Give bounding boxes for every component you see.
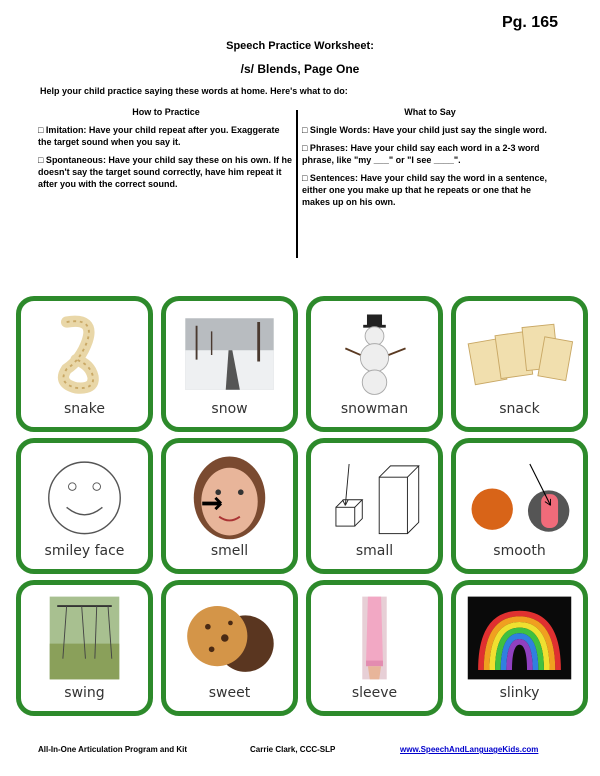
word-card bbox=[451, 580, 588, 716]
instruction-phrases: □ Phrases: Have your child say each word in a 2-3 word phrase, like "my ___" or "I see ____". bbox=[302, 143, 540, 165]
picture-card-grid bbox=[16, 296, 588, 716]
what-to-say-heading: What to Say bbox=[404, 107, 456, 117]
instruction-imitation: □ Imitation: Have your child repeat after you. Exaggerate the target sound when you say it. bbox=[38, 125, 280, 147]
worksheet-subtitle: /s/ Blends, Page One bbox=[240, 62, 360, 76]
word-label: snake bbox=[64, 401, 105, 417]
word-card bbox=[451, 296, 588, 432]
column-divider bbox=[296, 110, 298, 258]
word-label: sweet bbox=[208, 685, 251, 701]
smooth-ball-picture bbox=[464, 451, 575, 541]
word-label: small bbox=[355, 543, 394, 559]
footer-website-link[interactable]: www.SpeechAndLanguageKids.com bbox=[400, 745, 539, 754]
smiley-face-picture bbox=[29, 451, 140, 541]
small-box-picture bbox=[319, 451, 430, 541]
instruction-single-words: □ Single Words: Have your child just say the single word. bbox=[302, 125, 547, 135]
word-card bbox=[306, 438, 443, 574]
slinky-picture bbox=[464, 593, 575, 683]
word-label: slinky bbox=[499, 685, 540, 701]
word-card bbox=[306, 296, 443, 432]
word-label: snow bbox=[211, 401, 248, 417]
sleeve-picture bbox=[319, 593, 430, 683]
word-label: sleeve bbox=[351, 685, 398, 701]
how-to-practice-column bbox=[38, 106, 294, 196]
word-label: swing bbox=[64, 685, 105, 701]
word-label: snack bbox=[499, 401, 540, 417]
word-card bbox=[16, 296, 153, 432]
intro-text: Help your child practice saying these words at home. Here's what to do: bbox=[40, 86, 348, 96]
word-label: smiley face bbox=[44, 543, 125, 559]
word-card bbox=[16, 580, 153, 716]
footer-author: Carrie Clark, CCC-SLP bbox=[250, 745, 336, 754]
footer-program: All-In-One Articulation Program and Kit bbox=[38, 745, 188, 754]
instruction-spontaneous: □ Spontaneous: Have your child say these on his own. If he doesn't say the target sound correctly, have him repeat it after you with the correct sound. bbox=[38, 155, 292, 189]
word-card bbox=[306, 580, 443, 716]
swing-picture bbox=[29, 593, 140, 683]
word-card bbox=[451, 438, 588, 574]
word-card bbox=[161, 296, 298, 432]
instruction-sentences: □ Sentences: Have your child say the word in a sentence, either one you make up that he repeats or one that he makes up on his own. bbox=[302, 173, 548, 207]
word-card bbox=[161, 580, 298, 716]
face-nose-picture bbox=[174, 451, 285, 541]
word-card bbox=[16, 438, 153, 574]
crackers-picture bbox=[464, 309, 575, 399]
word-label: snowman bbox=[340, 401, 409, 417]
cookies-picture bbox=[174, 593, 285, 683]
word-card bbox=[161, 438, 298, 574]
what-to-say-column bbox=[302, 106, 558, 214]
word-label: smell bbox=[210, 543, 249, 559]
snake-picture bbox=[29, 309, 140, 399]
snowman-picture bbox=[319, 309, 430, 399]
snow-path-picture bbox=[174, 309, 285, 399]
how-to-practice-heading: How to Practice bbox=[132, 107, 200, 117]
word-label: smooth bbox=[493, 543, 546, 559]
worksheet-title: Speech Practice Worksheet: bbox=[226, 40, 374, 52]
page-number: Pg. 165 bbox=[501, 14, 558, 31]
